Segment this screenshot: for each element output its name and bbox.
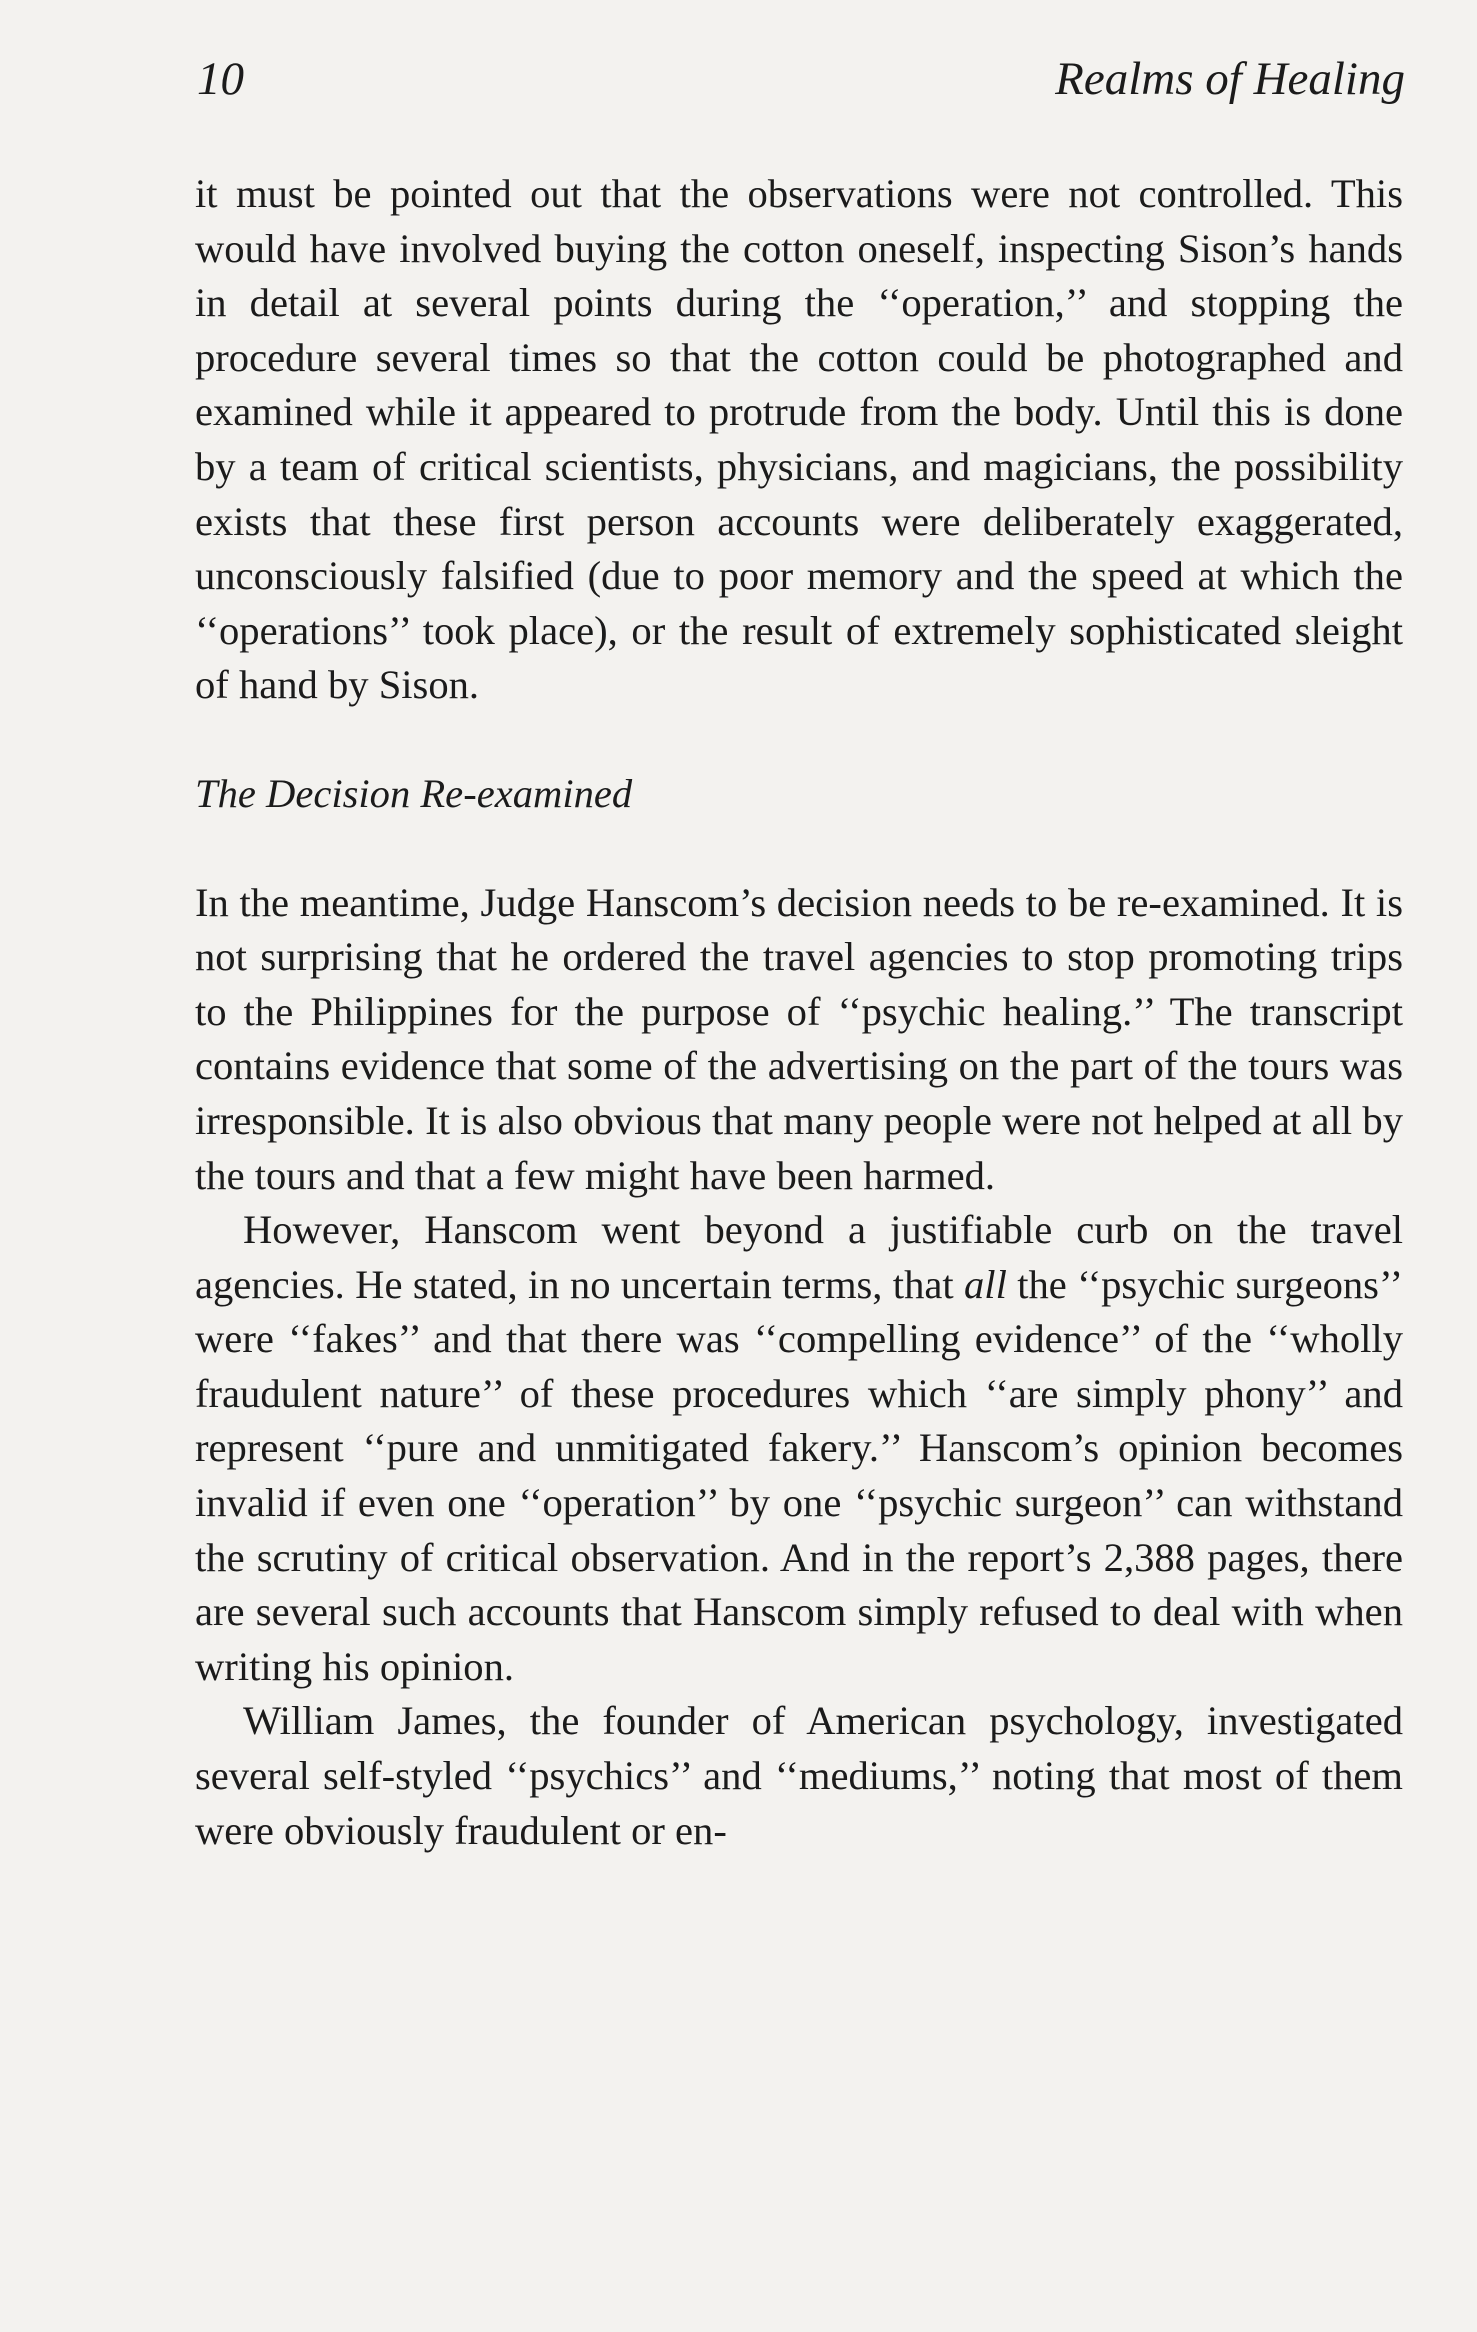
paragraph-meantime: In the meantime, Judge Hanscom’s decision needs to be re-examined. It is not surprising that he ordered the travel agencies to stop promoting trips to the Philippines for the purpose of ‘‘psychic healing.’’ The transcript contains evidence that some of the advertising on the part of the tours was irresponsible. It is also obvious that many people were not helped at all by the tours and that a few might have been harmed. (195, 879, 1403, 1198)
paragraph-however-rest: the ‘‘psychic surgeons’’ were ‘‘fakes’’ and that there was ‘‘compelling evidence’’ of the ‘‘wholly fraudulent nature’’ of these procedures which ‘‘are simply phony’’ and represent ‘‘pure and unmitigated fakery.’’ Hanscom’s opinion becomes invalid if even one ‘‘operation’’ by one ‘‘psychic surgeon’’ can withstand the scrutiny of critical observation. And in the report’s 2,388 pages, there are several such accounts that Hanscom simply refused to deal with when writing his opinion. (195, 1261, 1403, 1689)
section-heading: The Decision Re-examined (195, 770, 633, 816)
body-text (195, 167, 1403, 1858)
page-number: 10 (197, 53, 244, 105)
emphasis-all: all (964, 1261, 1007, 1307)
paragraph-william-james: William James, the founder of American psychology, investigated several self-styled ‘‘psychics’’ and ‘‘mediums,’’ noting that most of them were obviously fraudulent or en- (195, 1698, 1403, 1853)
paragraph-continuation: it must be pointed out that the observations were not controlled. This would have involved buying the cotton oneself, inspecting Sison’s hands in detail at several points during the ‘‘operation,’’ and stopping the procedure several times so that the cotton could be photographed and examined while it appeared to protrude from the body. Until this is done by a team of critical scientists, physicians, and magicians, the possibility exists that these first person accounts were deliberately exaggerated, unconsciously falsified (due to poor memory and the speed at which the ‘‘operations’’ took place), or the result of extremely sophisticated sleight of hand by Sison. (195, 171, 1403, 708)
paragraph-however-start: However, Hanscom went beyond a justifiable curb on the travel agencies. He stated, in no uncertain terms, that (195, 1207, 1403, 1307)
paragraph-however (195, 1203, 1403, 1694)
running-header (197, 52, 1405, 112)
running-title: Realms of Healing (1055, 53, 1405, 105)
